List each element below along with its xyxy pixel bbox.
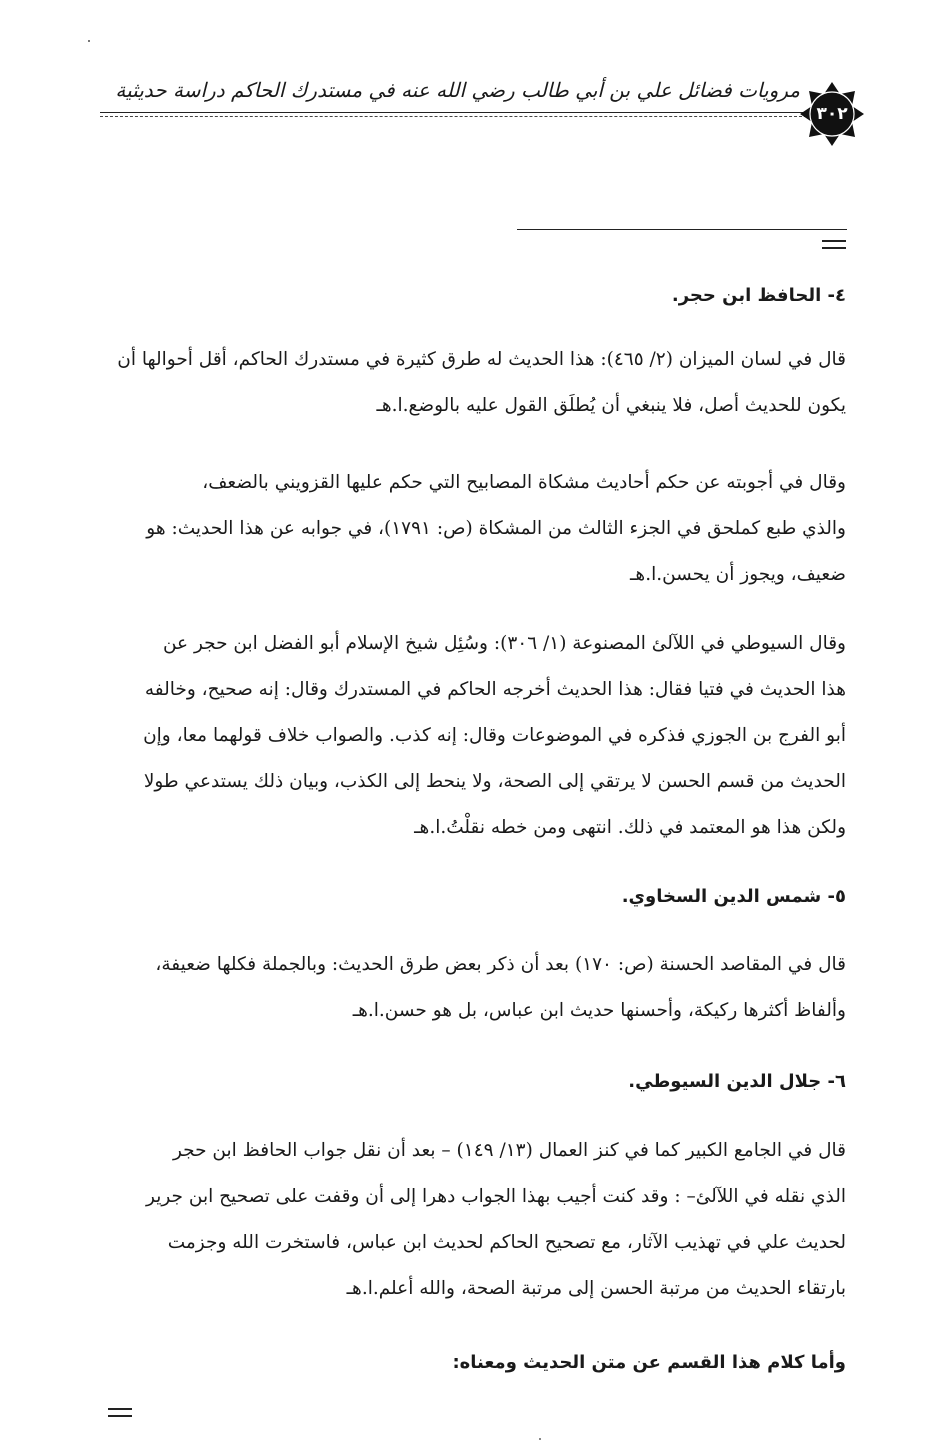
scan-speck — [88, 40, 90, 42]
scan-speck — [539, 1438, 541, 1440]
text-line: ضعيف، ويجوز أن يحسن.ا.هـ — [630, 564, 846, 585]
text-line: الذي نقله في اللآلئ– : وقد كنت أجيب بهذا الجواب دهرا إلى أن وقفت على تصحيح ابن جرير — [145, 1186, 846, 1207]
paragraph-al-laali — [100, 621, 846, 851]
closing-heading: وأما كلام هذا القسم عن متن الحديث ومعناه: — [452, 1352, 846, 1373]
paragraph-mishkat-answers — [100, 460, 846, 598]
text-line: لحديث علي في تهذيب الآثار، مع تصحيح الحاكم لحديث ابن عباس، فاستخرت الله وجزمت — [167, 1232, 846, 1253]
paragraph-lisan-al-mizan — [100, 337, 846, 429]
text-line: قال في المقاصد الحسنة (ص: ١٧٠) بعد أن ذكر بعض طرق الحديث: وبالجملة فكلها ضعيفة، — [155, 954, 846, 975]
page-number-badge — [798, 80, 866, 148]
text-line: قال في الجامع الكبير كما في كنز العمال (١٣/ ١٤٩) – بعد أن نقل جواب الحافظ ابن حجر — [172, 1140, 846, 1161]
text-line: وقال في أجوبته عن حكم أحاديث مشكاة المصابيح التي حكم عليها القزويني بالضعف، — [202, 472, 846, 493]
page-number: ٣٠٢ — [816, 104, 848, 124]
text-line: هذا الحديث في فتيا فقال: هذا الحديث أخرجه الحاكم في المستدرك وقال: إنه صحيح، وخالفه — [144, 679, 846, 700]
paragraph-maqasid — [100, 942, 846, 1034]
continuation-mark-icon — [822, 240, 846, 252]
text-line: الحديث من قسم الحسن لا يرتقي إلى الصحة، ولا ينحط إلى الكذب، وبيان ذلك يستدعي طولا — [143, 771, 846, 792]
header-rule — [100, 112, 812, 117]
section-heading-sakhawi: ٥- شمس الدين السخاوي. — [621, 886, 846, 907]
section-heading-suyuti: ٦- جلال الدين السيوطي. — [628, 1071, 846, 1092]
continuation-mark-icon — [108, 1408, 132, 1420]
running-header-title: مرويات فضائل علي بن أبي طالب رضي الله عنه في مستدرك الحاكم دراسة حديثية — [115, 78, 800, 102]
text-line: وألفاظ أكثرها ركيكة، وأحسنها حديث ابن عباس، بل هو حسن.ا.هـ — [352, 1000, 846, 1021]
text-line: أبو الفرج بن الجوزي فذكره في الموضوعات وقال: إنه كذب. والصواب خلاف قولهما معا، وإن — [143, 725, 846, 746]
text-line: قال في لسان الميزان (٢/ ٤٦٥): هذا الحديث له طرق كثيرة في مستدرك الحاكم، أقل أحوالها أن — [117, 349, 846, 370]
text-line: يكون للحديث أصل، فلا ينبغي أن يُطلَق القول عليه بالوضع.ا.هـ — [376, 395, 846, 416]
text-line: بارتقاء الحديث من مرتبة الحسن إلى مرتبة الصحة، والله أعلم.ا.هـ — [346, 1278, 846, 1299]
section-rule — [517, 229, 847, 230]
text-line: ولكن هذا هو المعتمد في ذلك. انتهى ومن خطه نقلْتُ.ا.هـ — [414, 817, 846, 838]
section-heading-ibn-hajar: ٤- الحافظ ابن حجر. — [671, 285, 846, 306]
text-line: وقال السيوطي في اللآلئ المصنوعة (١/ ٣٠٦): وسُئِل شيخ الإسلام أبو الفضل ابن حجر عن — [162, 633, 846, 654]
text-line: والذي طبع كملحق في الجزء الثالث من المشكاة (ص: ١٧٩١)، في جوابه عن هذا الحديث: هو — [146, 518, 846, 539]
paragraph-jami-kabir — [100, 1128, 846, 1312]
